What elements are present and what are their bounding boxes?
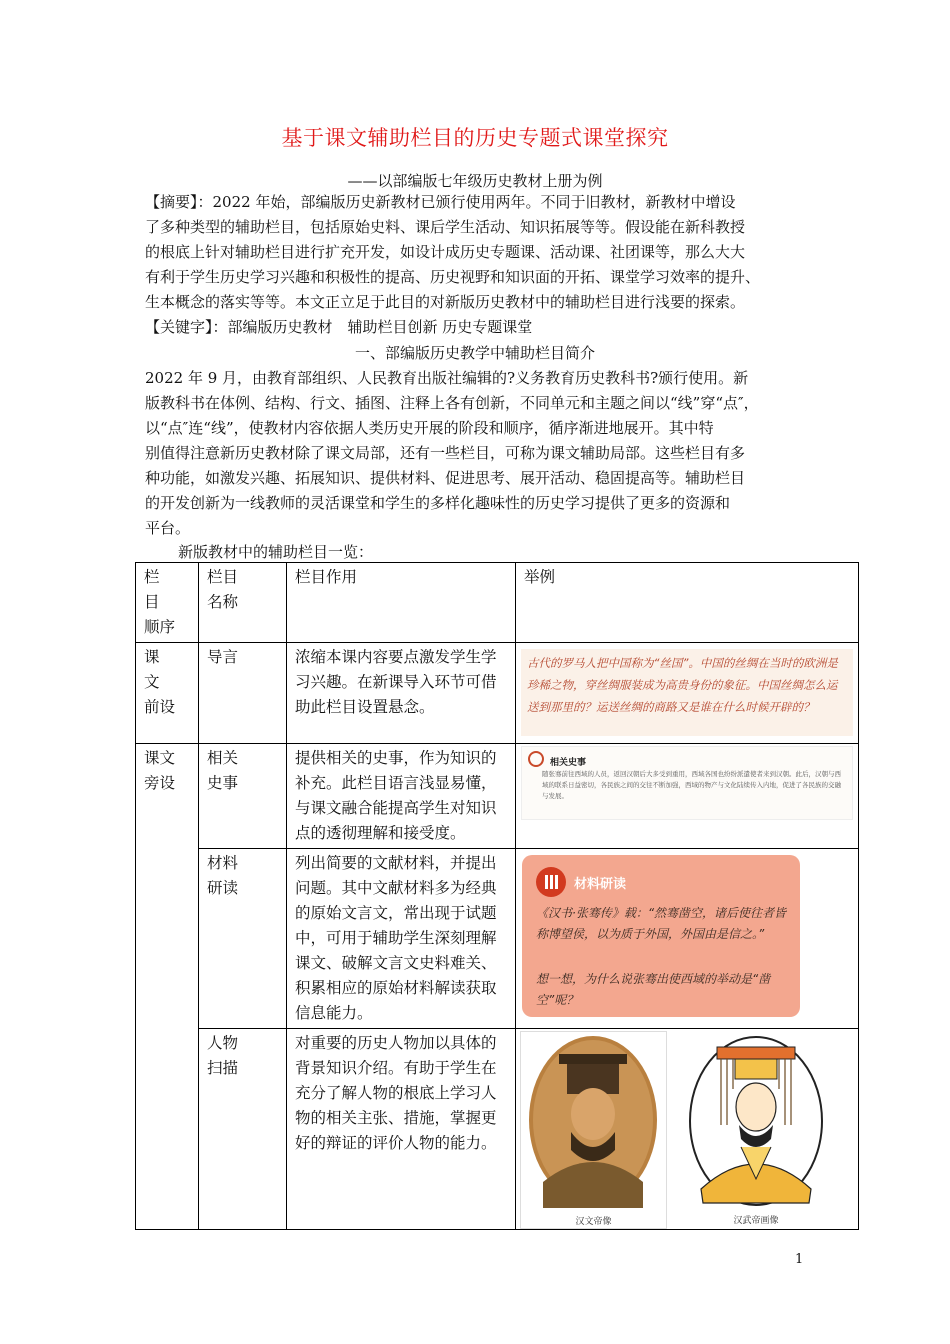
section-body: [145, 366, 810, 541]
document-subtitle: ——以部编版七年级历史教材上册为例: [347, 172, 603, 190]
abstract-line: 的根底上针对辅助栏目进行扩充开发，如设计成历史专题课、活动课、社团课等，那么大大: [145, 243, 746, 261]
body-line: 版教科书在体例、结构、行文、插图、注释上各有创新，不同单元和主题之间以“线”穿“点″，: [145, 394, 759, 412]
related-history-icon: [528, 751, 544, 767]
portrait-emperor-wu: [681, 1029, 831, 1227]
intro-example-box: 古代的罗马人把中国称为“丝国”。中国的丝绸在当时的欧洲是珍稀之物，穿丝绸服装成为高贵身份的象征。中国丝绸怎么运送到那里的？运送丝绸的商路又是谁在什么时候开辟的？: [521, 649, 853, 736]
table-row: [136, 849, 859, 1029]
abstract-line: 生本概念的落实等等。本文正立足于此目的对新版历史教材中的辅助栏目进行浅要的探索。: [145, 293, 746, 311]
table-caption: 新版教材中的辅助栏目一览：: [178, 543, 374, 561]
document-title: 基于课文辅助栏目的历史专题式课堂探究: [281, 126, 669, 150]
header-name: 栏目 名称: [199, 563, 287, 643]
cell-role: 列出简要的文献材料，并提出问题。其中文献材料多为经典的原始文言文，常出现于试题中，可用于辅助学生深刻理解课文、破解文言文史料难关、积累相应的原始材料解读获取信息能力。: [287, 849, 516, 1029]
emperor-wu-portrait-icon: [681, 1029, 831, 1207]
body-line: 2022 年 9 月，由教育部组织、人民教育出版社编辑的?义务教育历史教科书?颁行使用。新: [145, 369, 749, 387]
cell-example: [516, 1029, 859, 1230]
portrait-emperor-wen: [520, 1031, 667, 1229]
auxiliary-columns-table: [135, 562, 859, 1230]
keywords: 【关键字】：部编版历史教材 辅助栏目创新 历史专题课堂: [145, 318, 533, 336]
cell-name: 导言: [199, 643, 287, 744]
material-reading-box: [522, 855, 800, 1017]
cell-example: [516, 744, 859, 849]
related-history-label: 相关史事: [550, 758, 587, 768]
caption-emperor-wen: 汉文帝像: [575, 1217, 612, 1227]
material-reading-quote: 《汉书·张骞传》载：“然骞凿空，诸后使往者皆称博望侯，以为质于外国，外国由是信之。”: [536, 906, 787, 941]
related-history-text: 随张骞前往西域的人员，返回汉朝后大多受到重用，西域各国也纷纷派遣使者来到汉朝。此后，汉朝与西域的联系日益密切，各民族之间的交往不断加强，西域的物产与文化陆续传入内地，促进了各民族的交融与发展。: [542, 770, 841, 800]
page-number: 1: [795, 1252, 804, 1267]
header-order: 栏 目 顺序: [136, 563, 199, 643]
body-line: 的开发创新为一线教师的灵活课堂和学生的多样化趣味性的历史学习提供了更多的资源和: [145, 494, 731, 512]
cell-role: 提供相关的史事，作为知识的补充。此栏目语言浅显易懂，与课文融合能提高学生对知识点的透彻理解和接受度。: [287, 744, 516, 849]
cell-name: 相关 史事: [199, 744, 287, 849]
section-heading: 一、部编版历史教学中辅助栏目简介: [354, 344, 595, 362]
header-example: 举例: [516, 563, 859, 643]
body-line: 别值得注意新历史教材除了课文局部，还有一些栏目，可称为课文辅助局部。这些栏目有多: [145, 444, 746, 462]
cell-role: 对重要的历史人物加以具体的背景知识介绍。有助于学生在充分了解人物的根底上学习人物的相关主张、措施，掌握更好的辩证的评价人物的能力。: [287, 1029, 516, 1230]
abstract-line: 有利于学生历史学习兴趣和积极性的提高、历史视野和知识面的开拓、课堂学习效率的提升、: [145, 268, 761, 286]
cell-order: 课文 旁设: [136, 744, 199, 1230]
cell-example: [516, 643, 859, 744]
cell-name: 材料 研读: [199, 849, 287, 1029]
cell-example: [516, 849, 859, 1029]
material-reading-icon: [536, 867, 566, 897]
cell-role: 浓缩本课内容要点激发学生学习兴趣。在新课导入环节可借助此栏目设置悬念。: [287, 643, 516, 744]
material-reading-question: 想一想，为什么说张骞出使西域的举动是“凿空”呢？: [536, 972, 771, 1007]
cell-order: 课 文 前设: [136, 643, 199, 744]
header-role: 栏目作用: [287, 563, 516, 643]
abstract: [145, 190, 810, 340]
cell-name: 人物 扫描: [199, 1029, 287, 1230]
table-row: [136, 744, 859, 849]
related-history-box: [521, 746, 853, 820]
table-row: [136, 643, 859, 744]
body-line: 种功能，如激发兴趣、拓展知识、提供材料、促进思考、展开活动、稳固提高等。辅助栏目: [145, 469, 746, 487]
caption-emperor-wu: 汉武帝画像: [733, 1216, 779, 1226]
material-reading-label: 材料研读: [574, 877, 627, 892]
emperor-wen-portrait-icon: [521, 1032, 666, 1208]
abstract-line: 了多种类型的辅助栏目，包括原始史料、课后学生活动、知识拓展等等。假设能在新科教授: [145, 218, 746, 236]
abstract-line: 【摘要】：2022 年始，部编版历史新教材已颁行使用两年。不同于旧教材，新教材中增设: [145, 193, 736, 211]
body-line: 平台。: [145, 519, 191, 537]
table-header-row: [136, 563, 859, 643]
table-row: [136, 1029, 859, 1230]
body-line: 以“点″连“线”，使教材内容依据人类历史开展的阶段和顺序，循序渐进地展开。其中特: [145, 419, 714, 437]
